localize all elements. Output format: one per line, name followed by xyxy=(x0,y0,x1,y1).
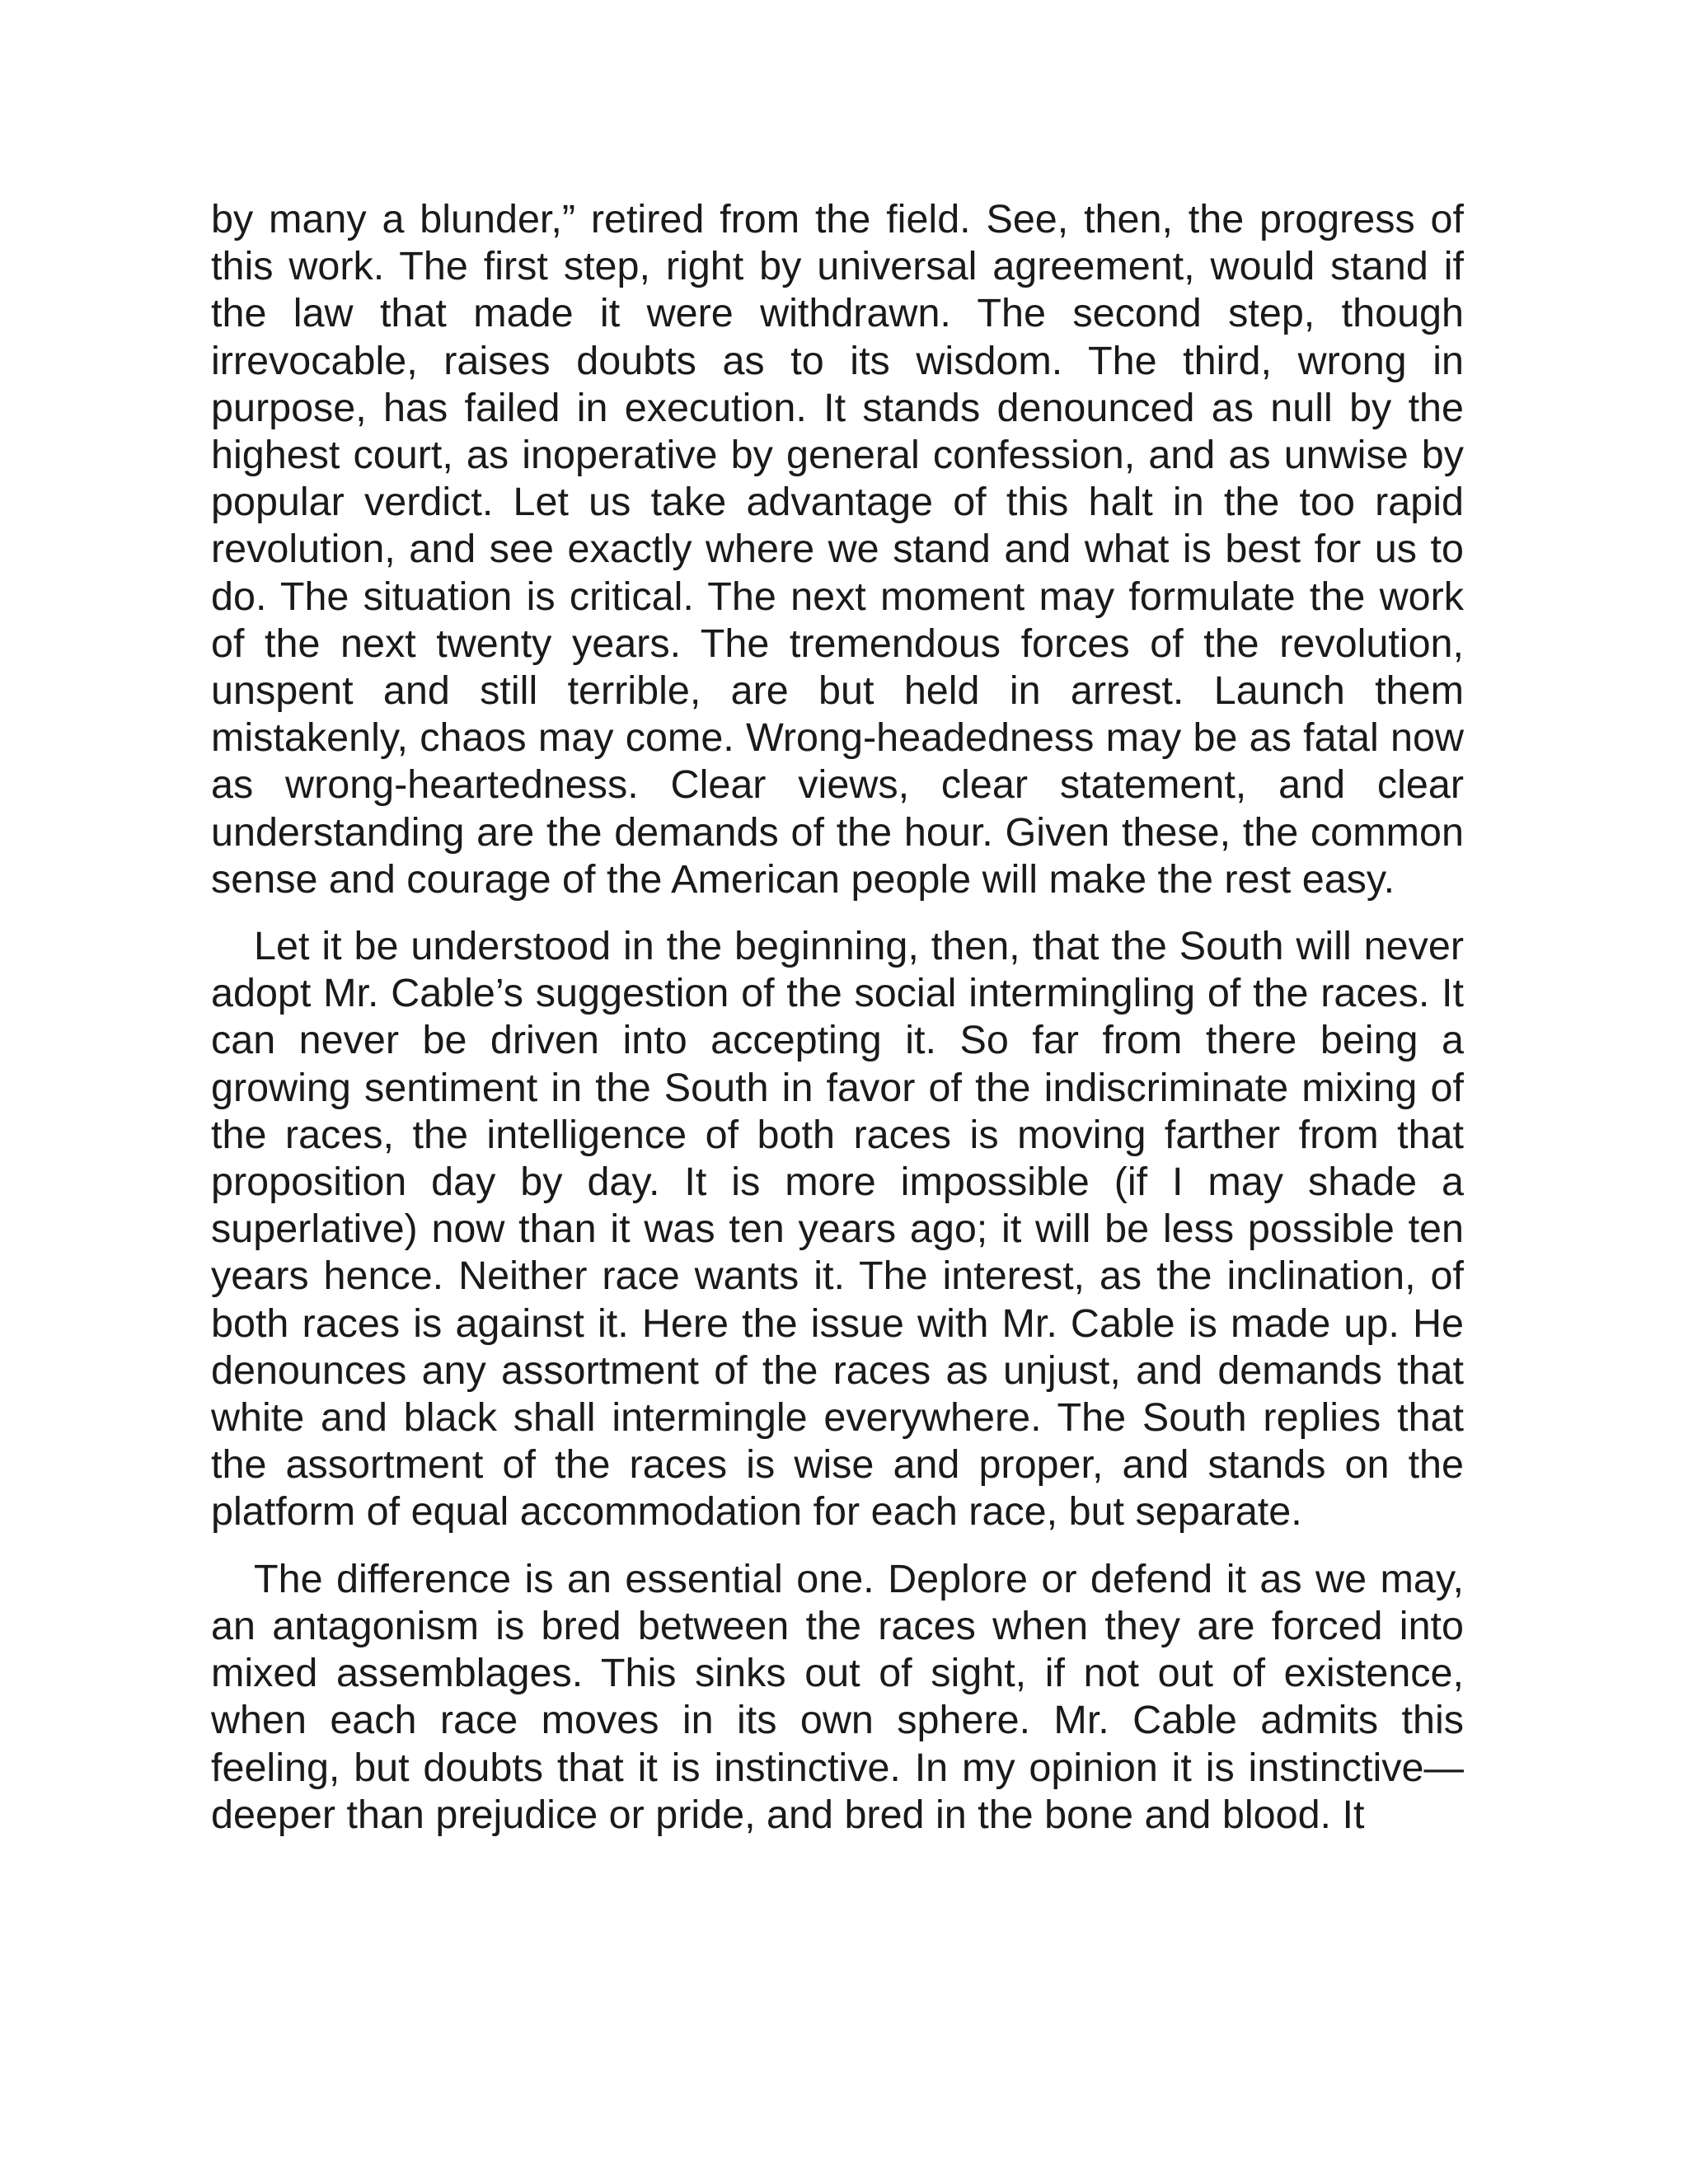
paragraph-2: Let it be understood in the beginning, then, that the South will never adopt Mr. Cable’s suggestion of the social intermingling of the races. It can never be driven into accepting it. So far from there being a growing sentiment in the South in favor of the indiscriminate mixing of the races, the intelligence of both races is moving farther from that proposition day by day. It is more impossible (if I may shade a superlative) now than it was ten years ago; it will be less possible ten years hence. Neither race wants it. The interest, as the inclination, of both races is against it. Here the issue with Mr. Cable is made up. He denounces any assortment of the races as unjust, and demands that white and black shall intermingle everywhere. The South replies that the assortment of the races is wise and proper, and stands on the platform of equal accommodation for each race, but separate. xyxy=(211,924,1464,1535)
paragraph-1: by many a blunder,” retired from the field. See, then, the progress of this work. The first step, right by universal agreement, would stand if the law that made it were withdrawn. The second step, though irrevocable, raises doubts as to its wisdom. The third, wrong in purpose, has failed in execution. It stands denounced as null by the highest court, as inoperative by general confession, and as unwise by popular verdict. Let us take advantage of this halt in the too rapid revolution, and see exactly where we stand and what is best for us to do. The situation is critical. The next moment may formulate the work of the next twenty years. The tremendous forces of the revolution, unspent and still terrible, are but held in arrest. Launch them mistakenly, chaos may come. Wrong-headedness may be as fatal now as wrong-heartedness. Clear views, clear statement, and clear understanding are the demands of the hour. Given these, the common sense and courage of the American people will make the rest easy. xyxy=(211,197,1464,902)
body-text xyxy=(211,196,1464,1839)
paragraph-3: The difference is an essential one. Deplore or defend it as we may, an antagonism is bred between the races when they are forced into mixed assemblages. This sinks out of sight, if not out of existence, when each race moves in its own sphere. Mr. Cable admits this feeling, but doubts that it is instinctive. In my opinion it is instinctive—deeper than prejudice or pride, and bred in the bone and blood. It xyxy=(211,1556,1464,1837)
